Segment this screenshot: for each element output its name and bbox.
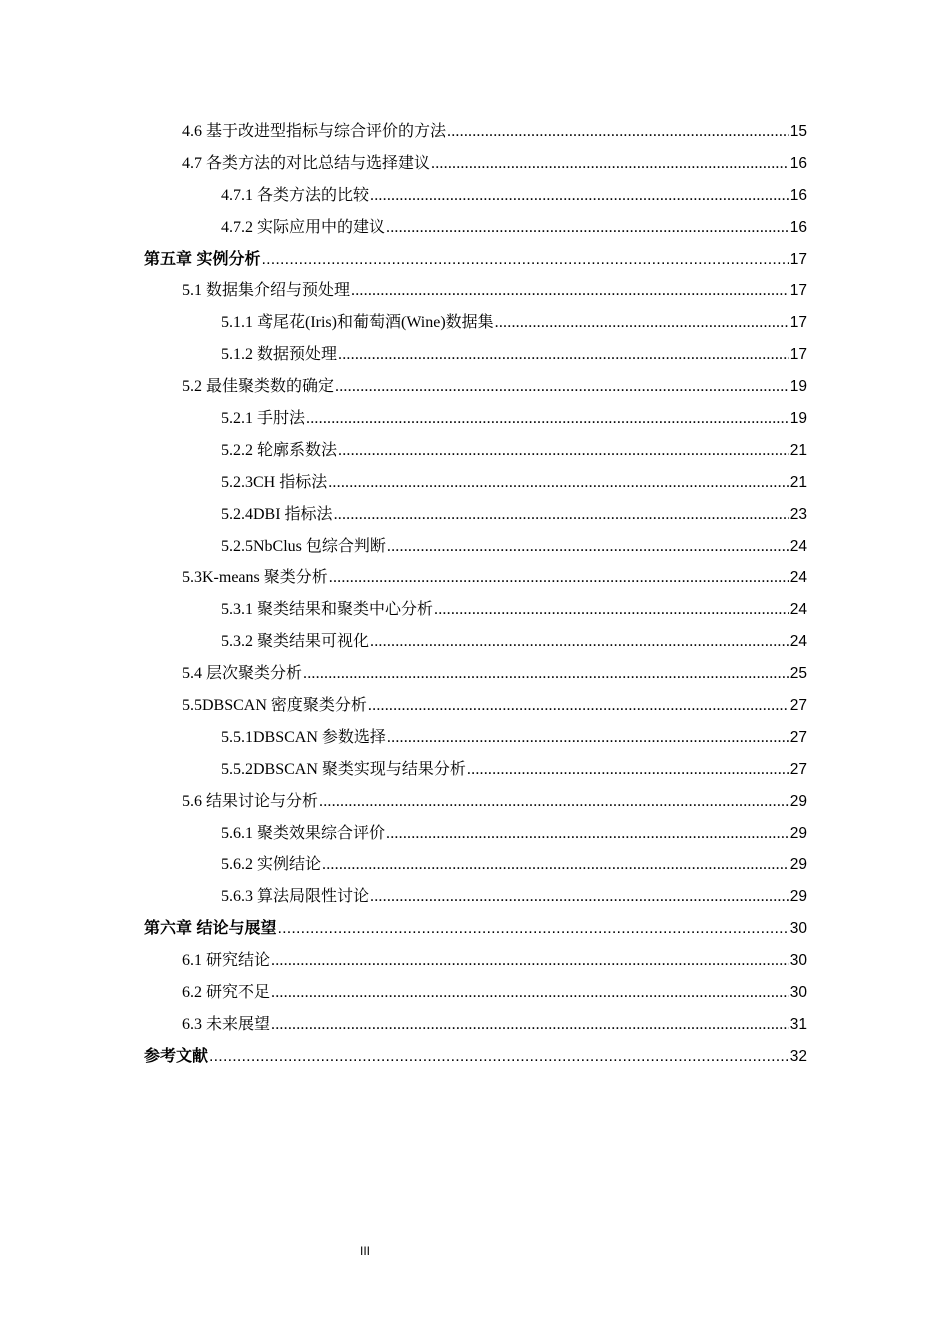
toc-entry-label: 5.1.1 鸢尾花(Iris)和葡萄酒(Wine)数据集 [221, 314, 494, 332]
toc-entry-page: 27 [789, 728, 807, 746]
toc-entry-label: 参考文献 [144, 1047, 209, 1065]
toc-entry[interactable] [144, 531, 807, 563]
dot-leader [328, 467, 789, 499]
toc-entry-page: 19 [789, 378, 807, 396]
toc-entry-page: 19 [789, 410, 807, 428]
toc-entry[interactable] [144, 562, 807, 594]
toc-entry-page: 24 [789, 601, 807, 619]
toc-entry[interactable] [144, 913, 807, 945]
toc-entry-label: 5.3.1 聚类结果和聚类中心分析 [221, 601, 434, 619]
table-of-contents [144, 116, 807, 1073]
toc-entry-label: 5.6.2 实例结论 [221, 856, 322, 874]
toc-entry-label: 6.2 研究不足 [182, 984, 271, 1002]
toc-entry[interactable] [144, 275, 807, 307]
dot-leader [338, 435, 789, 467]
toc-entry-page: 23 [789, 505, 807, 523]
toc-entry-label: 5.2 最佳聚类数的确定 [182, 378, 335, 396]
toc-entry[interactable] [144, 180, 807, 212]
toc-entry-page: 27 [789, 697, 807, 715]
toc-entry-label: 第五章 实例分析 [144, 250, 261, 268]
toc-entry-label: 5.2.5NbClus 包综合判断 [221, 537, 386, 555]
dot-leader [261, 244, 788, 276]
dot-leader [271, 977, 789, 1009]
toc-entry-label: 5.3.2 聚类结果可视化 [221, 633, 370, 651]
dot-leader [368, 690, 789, 722]
toc-entry-page: 17 [789, 346, 807, 364]
dot-leader [387, 722, 789, 754]
toc-entry-page: 21 [789, 473, 807, 491]
dot-leader [387, 531, 789, 563]
toc-entry[interactable] [144, 754, 807, 786]
toc-entry-page: 17 [789, 250, 807, 268]
toc-entry-label: 4.6 基于改进型指标与综合评价的方法 [182, 123, 447, 140]
toc-entry[interactable] [144, 244, 807, 276]
dot-leader [306, 403, 789, 435]
toc-entry-page: 29 [789, 824, 807, 842]
toc-entry[interactable] [144, 1009, 807, 1041]
toc-entry-page: 32 [789, 1047, 807, 1065]
dot-leader [447, 116, 789, 148]
toc-entry-label: 5.1 数据集介绍与预处理 [182, 282, 351, 300]
dot-leader [322, 849, 789, 881]
toc-entry-page: 31 [789, 1015, 807, 1033]
page-number: III [360, 1244, 371, 1258]
toc-entry[interactable] [144, 403, 807, 435]
toc-entry[interactable] [144, 594, 807, 626]
dot-leader [370, 180, 789, 212]
dot-leader [338, 339, 789, 371]
toc-entry-page: 24 [789, 537, 807, 555]
dot-leader [386, 212, 789, 244]
toc-entry-page: 30 [789, 984, 807, 1002]
toc-entry-label: 6.3 未来展望 [182, 1015, 271, 1033]
toc-entry[interactable] [144, 722, 807, 754]
toc-entry-label: 第六章 结论与展望 [144, 920, 277, 938]
toc-entry-page: 17 [789, 314, 807, 332]
dot-leader [370, 626, 789, 658]
dot-leader [334, 499, 789, 531]
toc-entry[interactable] [144, 148, 807, 180]
toc-entry[interactable] [144, 690, 807, 722]
toc-entry-label: 5.1.2 数据预处理 [221, 346, 338, 364]
dot-leader [209, 1041, 789, 1073]
toc-entry-label: 5.4 层次聚类分析 [182, 665, 303, 683]
toc-entry-page: 27 [789, 760, 807, 778]
toc-entry-label: 5.2.4DBI 指标法 [221, 505, 333, 523]
toc-entry-page: 29 [789, 856, 807, 874]
toc-entry-page: 17 [789, 282, 807, 300]
toc-entry-label: 6.1 研究结论 [182, 952, 271, 970]
dot-leader [271, 1009, 789, 1041]
toc-entry-label: 4.7.2 实际应用中的建议 [221, 218, 386, 236]
toc-entry[interactable] [144, 818, 807, 850]
dot-leader [386, 818, 789, 850]
toc-entry-page: 24 [789, 633, 807, 651]
toc-entry[interactable] [144, 467, 807, 499]
dot-leader [431, 148, 789, 180]
toc-entry[interactable] [144, 626, 807, 658]
toc-entry-label: 4.7 各类方法的对比总结与选择建议 [182, 154, 431, 172]
toc-entry-page: 16 [789, 218, 807, 236]
toc-entry[interactable] [144, 435, 807, 467]
toc-entry[interactable] [144, 116, 807, 148]
toc-entry-label: 5.6.1 聚类效果综合评价 [221, 824, 386, 842]
toc-entry-label: 5.2.1 手肘法 [221, 410, 306, 428]
toc-entry-page: 30 [789, 952, 807, 970]
toc-entry[interactable] [144, 499, 807, 531]
dot-leader [495, 307, 789, 339]
dot-leader [434, 594, 789, 626]
toc-entry-label: 5.2.2 轮廓系数法 [221, 441, 338, 459]
dot-leader [351, 275, 789, 307]
toc-entry[interactable] [144, 849, 807, 881]
toc-entry-page: 21 [789, 441, 807, 459]
dot-leader [335, 371, 789, 403]
toc-entry-page: 16 [789, 154, 807, 172]
dot-leader [467, 754, 789, 786]
toc-entry-label: 5.2.3CH 指标法 [221, 473, 328, 491]
toc-entry-label: 5.6 结果讨论与分析 [182, 792, 319, 810]
toc-entry-label: 5.5.2DBSCAN 聚类实现与结果分析 [221, 760, 466, 778]
toc-entry-page: 16 [789, 186, 807, 204]
toc-entry[interactable] [144, 371, 807, 403]
toc-entry-page: 24 [789, 569, 807, 587]
toc-entry[interactable] [144, 1041, 807, 1073]
toc-entry-label: 5.5.1DBSCAN 参数选择 [221, 728, 386, 746]
toc-entry-page: 29 [789, 888, 807, 906]
toc-entry[interactable] [144, 881, 807, 913]
toc-entry-label: 5.5DBSCAN 密度聚类分析 [182, 697, 367, 715]
dot-leader [271, 945, 789, 977]
toc-entry-page: 30 [789, 920, 807, 938]
toc-entry-page: 25 [789, 665, 807, 683]
toc-entry[interactable] [144, 212, 807, 244]
toc-entry[interactable] [144, 658, 807, 690]
toc-entry-page: 15 [789, 123, 807, 140]
dot-leader [303, 658, 789, 690]
toc-entry-label: 4.7.1 各类方法的比较 [221, 186, 370, 204]
toc-entry[interactable] [144, 786, 807, 818]
dot-leader [277, 913, 788, 945]
toc-entry-label: 5.3K-means 聚类分析 [182, 569, 328, 587]
toc-entry[interactable] [144, 977, 807, 1009]
toc-entry-page: 29 [789, 792, 807, 810]
toc-entry-label: 5.6.3 算法局限性讨论 [221, 888, 370, 906]
dot-leader [329, 562, 789, 594]
dot-leader [370, 881, 789, 913]
toc-entry[interactable] [144, 307, 807, 339]
toc-entry[interactable] [144, 945, 807, 977]
dot-leader [319, 786, 789, 818]
toc-entry[interactable] [144, 339, 807, 371]
